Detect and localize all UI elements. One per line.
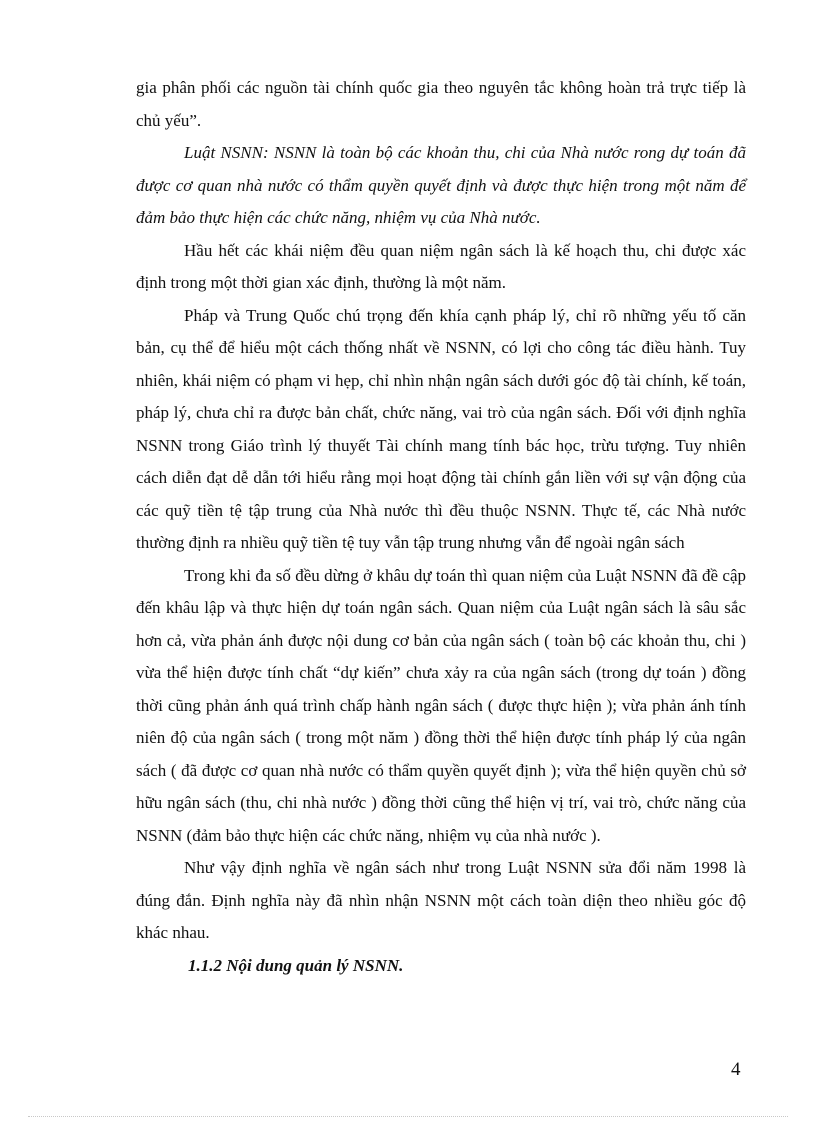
paragraph-budget-law-analysis: Trong khi đa số đều dừng ở khâu dự toán thì quan niệm của Luật NSNN đã đề cập đến khâu lập và thực hiện dự toán ngân sách. Quan niệm của Luật ngân sách là sâu sắc hơn cả, vừa phản ánh được nội dung cơ bản của ngân sách ( toàn bộ các khoản thu, chi ) vừa thể hiện được tính chất “dự kiến” chưa xảy ra của ngân sách (trong dự toán ) đồng thời cũng phản ánh quá trình chấp hành ngân sách ( được thực hiện ); vừa phản ánh tính niên độ của ngân sách ( trong một năm ) đồng thời thể hiện được tính pháp lý của ngân sách ( đã được cơ quan nhà nước có thẩm quyền quyết định ); vừa thể hiện quyền chủ sở hữu ngân sách (thu, chi nhà nước ) đồng thời cũng thể hiện vị trí, vai trò, chức năng của NSNN (đảm bảo thực hiện các chức năng, nhiệm vụ của nhà nước ). (136, 565, 746, 845)
paragraph-france-china-analysis: Pháp và Trung Quốc chú trọng đến khía cạnh pháp lý, chỉ rõ những yếu tố căn bản, cụ thể để hiểu một cách thống nhất về NSNN, có lợi cho công tác điều hành. Tuy nhiên, khái niệm có phạm vi hẹp, chỉ nhìn nhận ngân sách dưới góc độ tài chính, kế toán, pháp lý, chưa chỉ ra được bản chất, chức năng, vai trò của ngân sách. Đối với định nghĩa NSNN trong Giáo trình lý thuyết Tài chính mang tính bác học, trừu tượng. Tuy nhiên cách diễn đạt dễ dẫn tới hiểu rằng mọi hoạt động tài chính gắn liền với sự vận động của các quỹ tiền tệ tập trung của Nhà nước thì đều thuộc NSNN. Thực tế, các Nhà nước thường định ra nhiều quỹ tiền tệ tuy vẫn tập trung nhưng vẫn để ngoài ngân sách (136, 305, 746, 552)
page-bottom-divider (28, 1116, 788, 1117)
paragraph-common-concept: Hầu hết các khái niệm đều quan niệm ngân sách là kế hoạch thu, chi được xác định trong một thời gian xác định, thường là một năm. (136, 240, 746, 292)
paragraph-budget-law-definition: Luật NSNN: NSNN là toàn bộ các khoản thu, chi của Nhà nước rong dự toán đã được cơ quan nhà nước có thẩm quyền quyết định và được thực hiện trong một năm để đảm bảo thực hiện các chức năng, nhiệm vụ của Nhà nước. (136, 143, 746, 227)
page-number: 4 (731, 1059, 741, 1080)
paragraph-conclusion: Như vậy định nghĩa về ngân sách như trong Luật NSNN sửa đổi năm 1998 là đúng đắn. Định nghĩa này đã nhìn nhận NSNN một cách toàn diện theo nhiều góc độ khác nhau. (136, 858, 746, 942)
paragraph-continuation: gia phân phối các nguồn tài chính quốc gia theo nguyên tắc không hoàn trả trực tiếp là chủ yếu”. (136, 78, 746, 130)
page-body (136, 72, 746, 982)
section-heading: 1.1.2 Nội dung quản lý NSNN. (188, 955, 404, 975)
